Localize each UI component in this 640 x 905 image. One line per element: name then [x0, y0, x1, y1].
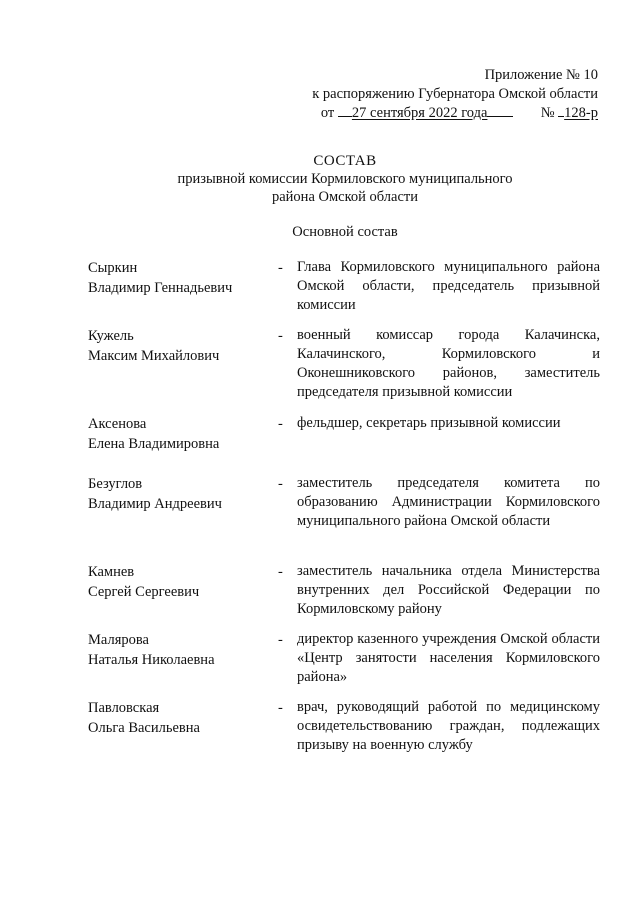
- member-given-name: Владимир Андреевич: [88, 496, 222, 512]
- from-label: от: [320, 105, 335, 121]
- member-given-name: Наталья Николаевна: [88, 652, 215, 668]
- member-name: [88, 630, 268, 670]
- member-given-name: Максим Михайлович: [88, 348, 220, 364]
- document-title: СОСТАВ: [313, 153, 377, 169]
- member-surname: Сыркин: [88, 260, 138, 276]
- appendix-number: Приложение № 10: [484, 67, 598, 83]
- member-dash: -: [278, 260, 283, 276]
- member-name: [88, 474, 268, 514]
- member-role: заместитель председателя комитета по образованию Администрации Кормиловского муниципального района Омской области: [297, 475, 600, 529]
- member-dash: -: [278, 476, 283, 492]
- member-dash: -: [278, 700, 283, 716]
- member-surname: Малярова: [88, 632, 149, 648]
- appendix-date-line: [312, 104, 598, 123]
- date-underline-left: [338, 104, 352, 117]
- member-role: военный комиссар города Калачинска, Калачинского, Кормиловского и Оконешниковского районов, заместитель председателя призывной комиссии: [297, 327, 600, 400]
- member-name: [88, 698, 268, 738]
- member-given-name: Владимир Геннадьевич: [88, 280, 233, 296]
- appendix-reference: к распоряжению Губернатора Омской области: [312, 86, 598, 102]
- member-given-name: Ольга Васильевна: [88, 720, 200, 736]
- member-role: директор казенного учреждения Омской области «Центр занятости населения Кормиловского района»: [297, 631, 600, 685]
- member-surname: Камнев: [88, 564, 135, 580]
- order-number: 128-р: [564, 105, 598, 121]
- member-row: [88, 562, 600, 630]
- section-title: Основной состав: [292, 224, 398, 240]
- member-surname: Кужель: [88, 328, 134, 344]
- member-row: [88, 630, 600, 698]
- members-list: [88, 258, 600, 766]
- member-surname: Аксенова: [88, 416, 147, 432]
- member-dash: -: [278, 416, 283, 432]
- heading-line-2: призывной комиссии Кормиловского муниципального: [177, 171, 513, 187]
- member-name: [88, 562, 268, 602]
- member-surname: Павловская: [88, 700, 160, 716]
- member-row: [88, 698, 600, 766]
- member-role: Глава Кормиловского муниципального района Омской области, председатель призывной комиссии: [297, 259, 600, 313]
- date-underline-right: [487, 104, 513, 117]
- member-dash: -: [278, 564, 283, 580]
- member-name: [88, 414, 268, 454]
- member-role: заместитель начальника отдела Министерства внутренних дел Российской Федерации по Кормиловскому району: [297, 563, 600, 617]
- document-heading: [0, 152, 640, 206]
- member-dash: -: [278, 632, 283, 648]
- member-given-name: Сергей Сергеевич: [88, 584, 200, 600]
- member-given-name: Елена Владимировна: [88, 436, 220, 452]
- member-dash: -: [278, 328, 283, 344]
- member-role: врач, руководящий работой по медицинскому освидетельствованию граждан, подлежащих призыву на военную службу: [297, 699, 600, 753]
- number-label: №: [540, 105, 555, 121]
- member-row: [88, 258, 600, 326]
- heading-line-3: района Омской области: [271, 189, 418, 205]
- order-date: 27 сентября 2022 года: [351, 105, 488, 121]
- member-name: [88, 326, 268, 366]
- appendix-header: [312, 66, 598, 123]
- member-row: [88, 326, 600, 414]
- member-surname: Безуглов: [88, 476, 143, 492]
- member-row: [88, 474, 600, 562]
- member-name: [88, 258, 268, 298]
- member-row: [88, 414, 600, 474]
- member-role: фельдшер, секретарь призывной комиссии: [297, 415, 561, 431]
